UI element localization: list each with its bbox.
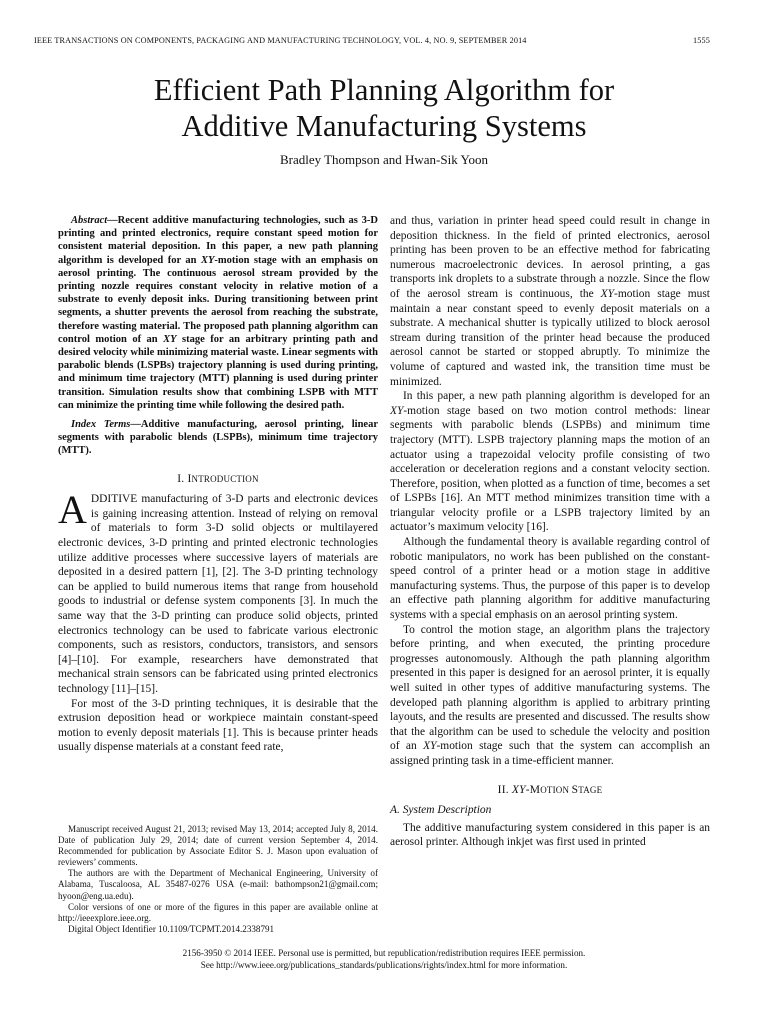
section-title-dash: -M — [525, 783, 541, 796]
body-paragraph-2-a: In this paper, a new path planning algorithm is developed for an — [403, 390, 710, 403]
body-paragraph-4-b: -motion stage such that the system can accomplish an assigned printing task in a time-efficient manner. — [390, 740, 710, 767]
abstract-xy-1: XY — [200, 254, 215, 266]
abstract-text-c: stage for an arbitrary printing path and desired velocity while minimizing material waste. Linear segments with parabolic blends (LSPBs) trajectory planning is used during printing, and minimum time trajectory (MTT) planning is used during printer transition. Simulation results show that combining LSPB with MTT can minimize the printing time while following the desired path. — [58, 333, 378, 411]
abstract-label: Abstract — [71, 215, 108, 226]
section-title-s: S — [571, 783, 579, 796]
body-paragraph-4-a: To control the motion stage, an algorithm plans the trajectory before printing, and when executed, the printing procedure progresses autonomously. Although the path planning algorithm presented in this paper is designed for an aerosol printer, it is equally well suited in other types of additive manufacturing systems. The developed path planning algorithm is applied to arbitrary printing layouts, and the results are presented and discussed. The results show that the algorithm can be used to schedule the velocity and position of an — [390, 623, 710, 753]
section-title-otion: OTION — [540, 784, 572, 795]
section-title-tage: TAGE — [578, 784, 603, 795]
footnote-affiliation: The authors are with the Department of Mechanical Engineering, University of Alabama, Tuscaloosa, AL 35487-0276 USA (e-mail: bathompson21@gmail.com; hyoon@eng.ua.edu). — [58, 868, 378, 901]
section-heading-introduction — [58, 472, 378, 487]
body-paragraph-2-b: -motion stage based on two motion control methods: linear segments with parabolic blends (LSPBs) and minimum time trajectory (MTT). LSPB trajectory planning maps the motion of an actuator using a trapezoidal velocity profile consisting of two acceleration or deceleration regions and a constant velocity section. Therefore, position, when plotted as a function of time, becomes a set of LSPBs [16]. An MTT method minimizes transition time with a triangular velocity profile or a LSPB trajectory limited by an actuator’s maximum velocity [16]. — [390, 404, 710, 534]
body-paragraph-1 — [390, 214, 710, 389]
body-paragraph-3: Although the fundamental theory is available regarding control of robotic manipulators, no work has been published on the constant-speed control of a printer head or a motion stage in additive manufacturing systems. Thus, the purpose of this paper is to develop an effective path planning algorithm for additive manufacturing systems with a special emphasis on an aerosol printing system. — [390, 536, 710, 622]
footnotes — [58, 824, 378, 935]
abstract-text-a: Recent additive manufacturing technologies, such as 3-D printing and printed electronics, require constant speed motion for consistent material deposition. In this paper, a new path planning algorithm is developed for an — [58, 215, 378, 266]
abstract-text-b: -motion stage with an emphasis on aerosol printing. The continuous aerosol stream provided by the printing nozzle requires constant velocity in relative motion of a substrate to evenly deposit inks. During transitioning between print segments, a shutter prevents the aerosol from reaching the substrate, therefore wasting material. The proposed path planning algorithm can control motion of an — [58, 254, 379, 345]
page-number: 1555 — [693, 36, 710, 45]
intro-paragraph-2: For most of the 3-D printing techniques, it is desirable that the extrusion deposition head or workpiece maintain constant-speed motion to evenly deposit materials [1]. This is because printer heads usually dispense materials at a constant feed rate, — [58, 697, 378, 754]
body-paragraph-2-xy: XY — [390, 404, 404, 417]
index-terms-text: Additive manufacturing, aerosol printing, linear segments with parabolic blends (LSPBs), minimum time trajectory (MTT). — [58, 419, 378, 457]
running-header — [34, 36, 710, 50]
section-title-xy: XY — [511, 783, 526, 796]
body-paragraph-4 — [390, 623, 710, 769]
body-paragraph-4-xy: XY — [423, 740, 437, 753]
body-paragraph-2 — [390, 389, 710, 535]
left-column — [58, 214, 378, 755]
section-number: II. — [497, 783, 512, 796]
body-paragraph-1-a: and thus, variation in printer head speed could result in change in deposition thickness. In the field of printed electronics, aerosol printing has been proven to be an effective method for fabricating numerous macroelectronic devices. In aerosol printing, a gas transports ink droplets to a substrate through a nozzle. Since the flow of the aerosol stream is continuous, the — [390, 215, 710, 300]
section-title-rest: NTRODUCTION — [191, 473, 259, 484]
footnote-color: Color versions of one or more of the figures in this paper are available online at http://ieeexplore.ieee.org. — [58, 901, 378, 923]
copyright-notice — [0, 948, 768, 971]
footnote-manuscript: Manuscript received August 21, 2013; revised May 13, 2014; accepted July 8, 2014. Date of publication July 29, 2014; date of current version September 4, 2014. Recommended for publication by Associate Editor S. J. Mason upon evaluation of reviewers’ comments. — [58, 824, 378, 868]
body-paragraph-1-b: -motion stage must maintain a near constant speed to evenly deposit materials on a substrate. A mechanical shutter is typically utilized to block aerosol stream during transition of the printer head because the produced aerosol cannot be started or stopped abruptly. To minimize the volume of captured and wasted ink, the transition time must be minimized. — [390, 287, 710, 388]
paper-title — [0, 72, 768, 144]
title-line-2: Additive Manufacturing Systems — [181, 109, 587, 143]
footnote-doi: Digital Object Identifier 10.1109/TCPMT.2014.2338791 — [68, 923, 275, 934]
abstract-xy-2: XY — [163, 333, 177, 345]
right-column — [390, 214, 710, 850]
intro-paragraph-1-text: DDITIVE manufacturing of 3-D parts and electronic devices is gaining increasing attention. Instead of relying on removal of materials to form 3-D solid objects or multilayered electronic devices, 3-D printing and printed electronic technologies utilize additive processes where successive layers of materials are deposited in a desired pattern [1], [2]. The 3-D printing technology can be applied to build numerous items that range from household goods to industrial or defense system components [3]. In much the same way that the 3-D printing can produce solid objects, printed electronics technology can be used to fabricate various electronic components, such as resistors, conductors, transistors, and sensors [4]–[10]. For example, researchers have demonstrated that mechanical strain sensors can be fabricated using printed electronics technology [11]–[15]. — [58, 493, 378, 695]
section-heading-xy-motion-stage — [390, 783, 710, 798]
section-initial: I — [187, 472, 192, 485]
section-number: I. — [177, 472, 188, 485]
intro-paragraph-1 — [58, 487, 378, 696]
subsection-heading-system-description: A. System Description — [390, 804, 492, 817]
index-terms — [58, 418, 378, 458]
drop-cap: A — [58, 487, 87, 533]
copyright-line-2: See http://www.ieee.org/publications_standards/publications/rights/index.html for more information. — [200, 959, 568, 970]
abstract — [58, 214, 378, 412]
title-line-1: Efficient Path Planning Algorithm for — [153, 73, 615, 107]
index-terms-label: Index Terms — [71, 419, 131, 431]
abstract-dash: — — [107, 215, 118, 226]
body-paragraph-1-xy: XY — [600, 287, 615, 300]
journal-name: IEEE TRANSACTIONS ON COMPONENTS, PACKAGING AND MANUFACTURING TECHNOLOGY, VOL. 4, NO. 9, SEPTEMBER 2014 — [34, 36, 527, 45]
index-terms-dash: — — [130, 419, 141, 431]
author-list: Bradley Thompson and Hwan-Sik Yoon — [279, 152, 489, 167]
copyright-line-1: 2156-3950 © 2014 IEEE. Personal use is permitted, but republication/redistribution requires IEEE permission. — [182, 948, 586, 958]
body-paragraph-5: The additive manufacturing system considered in this paper is an aerosol printer. Although inkjet was first used in printed — [390, 821, 710, 849]
